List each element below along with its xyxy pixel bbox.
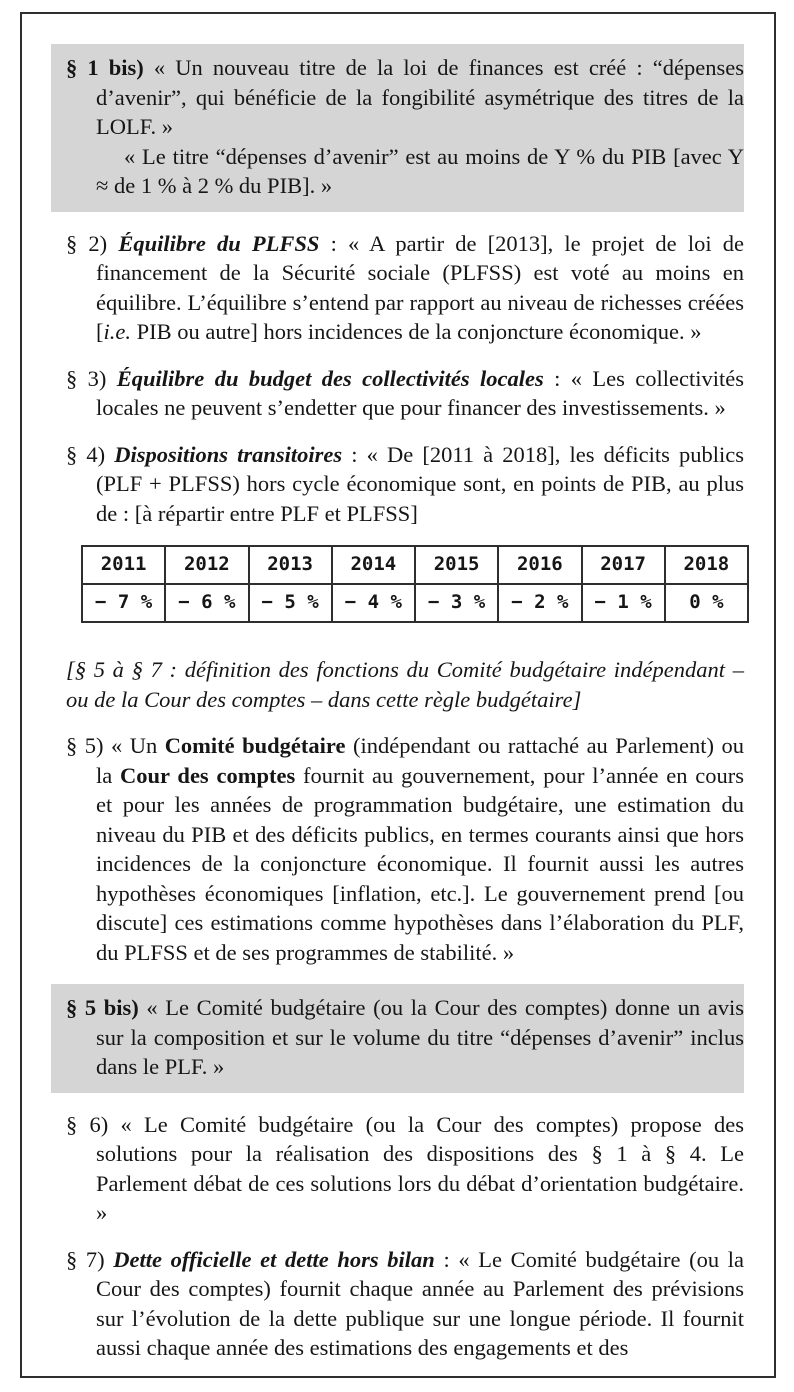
note-5-to-7: [§ 5 à § 7 : définition des fonctions du Comité budgétaire indépendant – ou de la Cour des comptes – dans cette règle budgétaire] — [66, 657, 744, 712]
paragraph-1bis-body: « Un nouveau titre de la loi de finances est créé : “dépenses d’avenir”, qui bénéficie de la fongibilité asymétrique des titres de la LOLF. » — [96, 55, 744, 139]
paragraph-7-title: Dette officielle et dette hors bilan — [113, 1246, 435, 1272]
value-cell: − 2 % — [498, 584, 581, 622]
year-cell: 2013 — [249, 546, 332, 584]
value-cell: − 6 % — [165, 584, 248, 622]
paragraph-2-head: § 2) — [66, 230, 119, 256]
paragraph-5-body: fournit au gouvernement, pour l’année en cours et pour les années de programmation budgétaire, une estimation du niveau du PIB et des déficits publics, en termes courants ainsi que hors incidences de la conjoncture économique. Il fournit aussi les autres hypothèses économiques [inflation, etc.]. Le gouvernement prend [ou discute] ces estimations comme hypothèses dans l’élaboration du PLF, du PLFSS et de ses programmes de stabilité. » — [96, 762, 744, 965]
paragraph-7-colon: : — [434, 1246, 459, 1272]
paragraph-5bis-body: « Le Comité budgétaire (ou la Cour des comptes) donne un avis sur la composition et sur le volume du titre “dépenses d’avenir” inclus dans le PLF. » — [96, 995, 744, 1079]
paragraph-2-title: Équilibre du PLFSS — [118, 230, 320, 256]
paragraph-4 — [66, 440, 744, 529]
page-border-frame — [20, 12, 776, 1378]
paragraph-3-head: § 3) — [66, 365, 117, 391]
paragraph-4-title: Dispositions transitoires — [114, 441, 343, 467]
paragraph-5-mid: (indépendant ou rattaché au Parlement) ou la — [96, 733, 744, 788]
paragraph-2-ie: i.e. — [103, 319, 131, 344]
deficit-table — [81, 545, 749, 623]
year-cell: 2017 — [582, 546, 665, 584]
paragraph-5-bold-comite: Comité budgétaire — [164, 733, 346, 758]
highlight-block-5bis — [51, 984, 744, 1093]
paragraph-2-body-b: PIB ou autre] hors incidences de la conjoncture économique. » — [131, 319, 702, 344]
paragraph-1bis-sub-body: « Le titre “dépenses d’avenir” est au moins de Y % du PIB [avec Y ≈ de 1 % à 2 % du PIB]. » — [96, 143, 744, 198]
year-cell: 2018 — [665, 546, 748, 584]
paragraph-6-body: « Le Comité budgétaire (ou la Cour des comptes) propose des solutions pour la réalisation des dispositions des § 1 à § 4. Le Parlement débat de ces solutions lors du débat d’orientation budgétaire. » — [96, 1111, 745, 1225]
paragraph-5bis — [66, 993, 744, 1082]
value-cell: 0 % — [665, 584, 748, 622]
paragraph-1bis-sub — [66, 142, 744, 201]
paragraph-5 — [66, 731, 744, 967]
highlight-block-1bis — [51, 44, 744, 212]
paragraph-3 — [66, 364, 744, 423]
paragraph-2 — [66, 229, 744, 347]
year-cell: 2012 — [165, 546, 248, 584]
value-cell: − 5 % — [249, 584, 332, 622]
paragraph-3-body: « Les collectivités locales ne peuvent s’endetter que pour financer des investissements. » — [96, 365, 744, 420]
paragraph-5bis-head: § 5 bis) — [66, 995, 147, 1020]
paragraph-1bis-head: § 1 bis) — [66, 55, 154, 80]
page-content — [22, 14, 774, 1363]
year-cell: 2015 — [415, 546, 498, 584]
paragraph-5-open: « Un — [110, 733, 165, 758]
paragraph-6-head: § 6) — [66, 1111, 121, 1137]
paragraph-5-bold-cour: Cour des comptes — [120, 762, 296, 788]
value-cell: − 3 % — [415, 584, 498, 622]
value-cell: − 7 % — [82, 584, 165, 622]
paragraph-3-colon: : — [543, 365, 571, 391]
paragraph-4-body: « De [2011 à 2018], les déficits publics (PLF + PLFSS) hors cycle économique sont, en points de PIB, au plus de : [à répartir entre PLF et PLFSS] — [96, 441, 744, 526]
paragraph-7-body: « Le Comité budgétaire (ou la Cour des comptes) fournit chaque année au Parlement des prévisions sur l’évolution de la dette publique sur une longue période. Il fournit aussi chaque année des estimations des engagements et des — [96, 1246, 744, 1360]
paragraph-4-colon: : — [342, 441, 367, 467]
paragraph-6 — [66, 1110, 744, 1228]
deficit-table-value-row — [82, 584, 748, 622]
deficit-table-year-row — [82, 546, 748, 584]
value-cell: − 1 % — [582, 584, 665, 622]
paragraph-4-head: § 4) — [66, 441, 115, 467]
paragraph-2-colon: : — [319, 230, 349, 256]
year-cell: 2016 — [498, 546, 581, 584]
paragraph-5-head: § 5) — [66, 733, 111, 758]
paragraph-7 — [66, 1245, 744, 1363]
paragraph-2-body-a: « A partir de [2013], le projet de loi de financement de la Sécurité sociale (PLFSS) est voté au moins en équilibre. L’équilibre s’entend par rapport au niveau de richesses créées [ — [96, 230, 744, 344]
paragraph-7-head: § 7) — [66, 1246, 114, 1272]
paragraph-3-title: Équilibre du budget des collectivités locales — [116, 365, 544, 391]
paragraph-1bis — [66, 53, 744, 142]
year-cell: 2011 — [82, 546, 165, 584]
year-cell: 2014 — [332, 546, 415, 584]
value-cell: − 4 % — [332, 584, 415, 622]
